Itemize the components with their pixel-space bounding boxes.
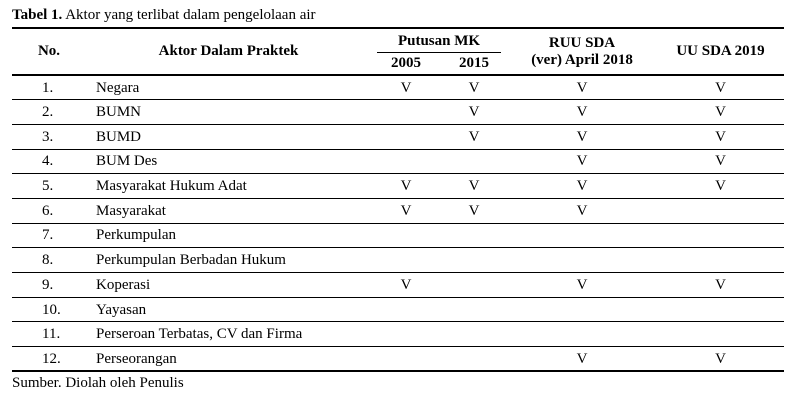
cell-ruu: V xyxy=(507,75,657,100)
cell-uu: V xyxy=(657,273,784,298)
cell-ruu xyxy=(507,322,657,347)
cell-ruu xyxy=(507,297,657,322)
cell-aktor: Perkumpulan Berbadan Hukum xyxy=(86,248,371,273)
cell-uu: V xyxy=(657,100,784,125)
table-row xyxy=(12,124,784,149)
cell-2015 xyxy=(441,149,507,174)
cell-no: 6. xyxy=(12,198,86,223)
cell-2015 xyxy=(441,347,507,372)
caption-label: Tabel 1. xyxy=(12,7,63,23)
cell-2005 xyxy=(371,149,441,174)
cell-no: 4. xyxy=(12,149,86,174)
cell-ruu: V xyxy=(507,174,657,199)
cell-no: 9. xyxy=(12,273,86,298)
cell-ruu: V xyxy=(507,124,657,149)
header-aktor: Aktor Dalam Praktek xyxy=(86,28,371,75)
header-2015: 2015 xyxy=(441,53,507,75)
cell-2005 xyxy=(371,124,441,149)
cell-aktor: Koperasi xyxy=(86,273,371,298)
table-row xyxy=(12,149,784,174)
cell-2015: V xyxy=(441,100,507,125)
table-row xyxy=(12,223,784,248)
cell-2005: V xyxy=(371,273,441,298)
cell-2015: V xyxy=(441,75,507,100)
cell-2015: V xyxy=(441,198,507,223)
actors-table xyxy=(12,27,784,372)
cell-aktor: BUMN xyxy=(86,100,371,125)
cell-2005 xyxy=(371,248,441,273)
cell-2015 xyxy=(441,223,507,248)
cell-uu xyxy=(657,297,784,322)
cell-uu: V xyxy=(657,347,784,372)
header-uu-sda: UU SDA 2019 xyxy=(657,28,784,75)
cell-no: 8. xyxy=(12,248,86,273)
cell-aktor: Perseorangan xyxy=(86,347,371,372)
cell-uu: V xyxy=(657,75,784,100)
cell-no: 3. xyxy=(12,124,86,149)
cell-2005 xyxy=(371,297,441,322)
cell-uu: V xyxy=(657,174,784,199)
cell-2015: V xyxy=(441,124,507,149)
table-row xyxy=(12,198,784,223)
cell-ruu: V xyxy=(507,198,657,223)
cell-aktor: BUM Des xyxy=(86,149,371,174)
table-row xyxy=(12,273,784,298)
cell-ruu: V xyxy=(507,149,657,174)
cell-2015 xyxy=(441,248,507,273)
header-putusan-mk: Putusan MK xyxy=(371,28,507,53)
cell-no: 2. xyxy=(12,100,86,125)
table-row xyxy=(12,100,784,125)
cell-2005: V xyxy=(371,174,441,199)
cell-uu xyxy=(657,198,784,223)
source-note: Sumber. Diolah oleh Penulis xyxy=(12,375,184,391)
caption-text: Aktor yang terlibat dalam pengelolaan air xyxy=(62,7,316,23)
table-row xyxy=(12,75,784,100)
cell-2005 xyxy=(371,347,441,372)
cell-no: 11. xyxy=(12,322,86,347)
cell-no: 10. xyxy=(12,297,86,322)
header-ruu-line2: (ver) April 2018 xyxy=(531,51,633,68)
cell-aktor: Masyarakat xyxy=(86,198,371,223)
cell-ruu xyxy=(507,223,657,248)
cell-ruu xyxy=(507,248,657,273)
cell-no: 7. xyxy=(12,223,86,248)
table-row xyxy=(12,297,784,322)
cell-2005 xyxy=(371,322,441,347)
cell-uu: V xyxy=(657,149,784,174)
cell-2005: V xyxy=(371,198,441,223)
cell-aktor: Yayasan xyxy=(86,297,371,322)
header-no: No. xyxy=(12,28,86,75)
cell-ruu: V xyxy=(507,273,657,298)
header-2005: 2005 xyxy=(371,53,441,75)
cell-2005: V xyxy=(371,75,441,100)
cell-2015 xyxy=(441,273,507,298)
table-row xyxy=(12,174,784,199)
cell-2015 xyxy=(441,297,507,322)
cell-2015 xyxy=(441,322,507,347)
cell-uu xyxy=(657,248,784,273)
cell-ruu: V xyxy=(507,347,657,372)
cell-no: 12. xyxy=(12,347,86,372)
cell-2005 xyxy=(371,223,441,248)
table-header xyxy=(12,28,784,75)
cell-2005 xyxy=(371,100,441,125)
header-ruu-sda xyxy=(507,28,657,75)
cell-aktor: Perseroan Terbatas, CV dan Firma xyxy=(86,322,371,347)
cell-uu xyxy=(657,322,784,347)
table-body xyxy=(12,75,784,371)
cell-no: 5. xyxy=(12,174,86,199)
cell-aktor: Perkumpulan xyxy=(86,223,371,248)
cell-ruu: V xyxy=(507,100,657,125)
table-caption xyxy=(12,6,316,24)
cell-uu: V xyxy=(657,124,784,149)
table-row xyxy=(12,248,784,273)
table-row xyxy=(12,347,784,372)
cell-2015: V xyxy=(441,174,507,199)
cell-aktor: Masyarakat Hukum Adat xyxy=(86,174,371,199)
cell-aktor: BUMD xyxy=(86,124,371,149)
cell-uu xyxy=(657,223,784,248)
table-row xyxy=(12,322,784,347)
cell-aktor: Negara xyxy=(86,75,371,100)
cell-no: 1. xyxy=(12,75,86,100)
header-ruu-line1: RUU SDA xyxy=(548,34,616,51)
